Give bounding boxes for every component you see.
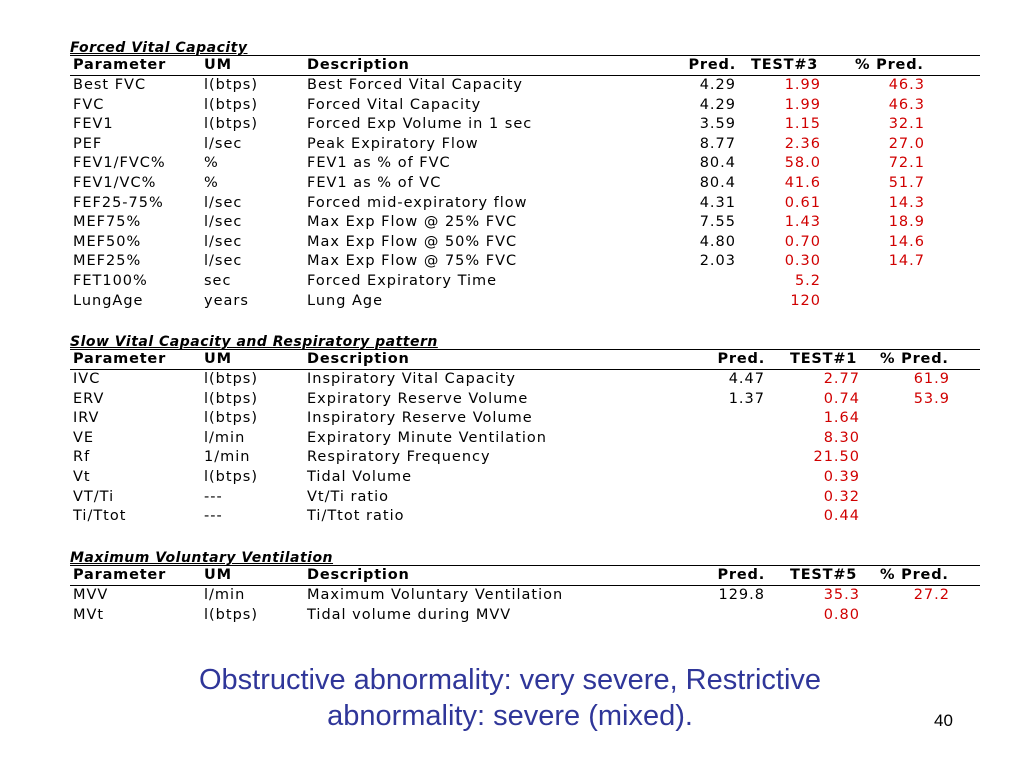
cell-pct-pred: 14.3 — [888, 194, 925, 211]
header-pred: Pred. — [717, 351, 765, 367]
cell-description: Expiratory Reserve Volume — [307, 390, 529, 407]
table-row — [70, 430, 980, 450]
cell-test: 0.39 — [823, 469, 860, 485]
cell-parameter: MEF75% — [73, 214, 142, 231]
cell-description: Forced Expiratory Time — [307, 273, 498, 289]
cell-test: 8.30 — [823, 429, 860, 446]
header-um: UM — [204, 567, 232, 583]
cell-parameter: MEF25% — [73, 253, 142, 270]
table-row — [70, 136, 980, 156]
table-header-row — [70, 351, 980, 371]
cell-pct-pred: 14.6 — [888, 233, 925, 250]
cell-test: 1.43 — [784, 214, 821, 231]
table-row — [70, 214, 980, 234]
table-row — [70, 508, 980, 528]
table-row — [70, 273, 980, 293]
cell-description: Tidal volume during MVV — [307, 606, 512, 623]
header-divider — [70, 585, 980, 586]
cell-test: 0.80 — [823, 606, 860, 623]
header-parameter: Parameter — [73, 351, 167, 367]
table-row — [70, 77, 980, 97]
cell-description: Forced Vital Capacity — [307, 96, 482, 113]
cell-pct-pred: 46.3 — [888, 96, 925, 113]
cell-pct-pred: 53.9 — [913, 390, 950, 407]
cell-test: 1.99 — [784, 77, 821, 93]
cell-parameter: IVC — [73, 371, 101, 387]
cell-um: l/sec — [204, 253, 243, 270]
cell-um: l(btps) — [204, 390, 258, 407]
cell-description: Respiratory Frequency — [307, 449, 491, 466]
interpretation-text — [100, 662, 920, 734]
cell-description: Expiratory Minute Ventilation — [307, 429, 547, 446]
cell-test: 0.70 — [784, 233, 821, 250]
cell-description: Inspiratory Vital Capacity — [307, 371, 517, 387]
cell-pct-pred: 72.1 — [888, 155, 925, 172]
table-header-row — [70, 57, 980, 77]
cell-test: 41.6 — [784, 175, 821, 191]
cell-pct-pred: 51.7 — [888, 175, 925, 191]
cell-description: FEV1 as % of FVC — [307, 155, 451, 172]
cell-test: 1.15 — [784, 116, 821, 133]
table-row — [70, 253, 980, 273]
cell-description: Ti/Ttot ratio — [307, 508, 405, 525]
cell-pred: 80.4 — [699, 155, 736, 172]
cell-pct-pred: 32.1 — [888, 116, 925, 133]
cell-parameter: FEV1 — [73, 116, 114, 133]
cell-test: 21.50 — [813, 449, 860, 466]
cell-um: --- — [204, 488, 223, 505]
cell-description: Inspiratory Reserve Volume — [307, 410, 533, 427]
cell-description: Tidal Volume — [307, 469, 413, 485]
cell-pred: 80.4 — [699, 175, 736, 191]
cell-parameter: VE — [73, 429, 95, 446]
cell-test: 0.74 — [823, 390, 860, 407]
cell-um: l(btps) — [204, 606, 258, 623]
cell-parameter: MVV — [73, 587, 109, 603]
cell-um: l(btps) — [204, 410, 258, 427]
cell-um: l/min — [204, 587, 246, 603]
header-um: UM — [204, 57, 232, 73]
cell-pct-pred: 27.2 — [913, 587, 950, 603]
cell-test: 1.99 — [784, 96, 821, 113]
cell-um: l/min — [204, 429, 246, 446]
cell-test: 5.2 — [794, 273, 821, 289]
cell-pred: 8.77 — [699, 135, 736, 152]
cell-pred: 7.55 — [699, 214, 736, 231]
cell-test: 2.77 — [823, 371, 860, 387]
header-parameter: Parameter — [73, 57, 167, 73]
cell-parameter: FEV1/FVC% — [73, 155, 166, 172]
cell-um: 1/min — [204, 449, 251, 466]
cell-description: Peak Expiratory Flow — [307, 135, 479, 152]
section-title: Maximum Voluntary Ventilation — [70, 550, 334, 566]
cell-um: % — [204, 155, 219, 172]
table-row — [70, 116, 980, 136]
interpretation-line-1: Obstructive abnormality: very severe, Restrictive — [198, 664, 822, 696]
cell-pct-pred: 46.3 — [888, 77, 925, 93]
cell-pct-pred: 14.7 — [888, 253, 925, 270]
section-divider — [70, 565, 980, 566]
cell-pred: 4.80 — [699, 233, 736, 250]
table-row — [70, 607, 980, 627]
table-row — [70, 371, 980, 391]
cell-test: 0.61 — [784, 194, 821, 211]
cell-parameter: FEV1/VC% — [73, 175, 157, 191]
cell-test: 58.0 — [784, 155, 821, 172]
cell-parameter: ERV — [73, 390, 105, 407]
cell-pred: 2.03 — [699, 253, 736, 270]
table-row — [70, 155, 980, 175]
section-divider — [70, 349, 980, 350]
table-row — [70, 410, 980, 430]
header-description: Description — [307, 351, 410, 367]
cell-um: l(btps) — [204, 116, 258, 133]
header-parameter: Parameter — [73, 567, 167, 583]
cell-pred: 4.47 — [728, 371, 765, 387]
cell-pct-pred: 27.0 — [888, 135, 925, 152]
cell-test: 0.44 — [823, 508, 860, 525]
cell-parameter: Best FVC — [73, 77, 147, 93]
cell-parameter: MVt — [73, 606, 105, 623]
cell-test: 120 — [790, 292, 821, 309]
cell-um: --- — [204, 508, 223, 525]
header-divider — [70, 75, 980, 76]
cell-parameter: IRV — [73, 410, 100, 427]
cell-parameter: FEF25-75% — [73, 194, 164, 211]
cell-um: % — [204, 175, 219, 191]
cell-um: l(btps) — [204, 469, 258, 485]
cell-parameter: FVC — [73, 96, 105, 113]
table-row — [70, 97, 980, 117]
cell-um: l(btps) — [204, 96, 258, 113]
cell-pred: 129.8 — [718, 587, 765, 603]
cell-description: Vt/Ti ratio — [307, 488, 389, 505]
table-row — [70, 391, 980, 411]
table-row — [70, 469, 980, 489]
cell-parameter: VT/Ti — [73, 488, 115, 505]
header-test: TEST#3 — [751, 57, 819, 73]
table-row — [70, 293, 980, 313]
cell-description: Max Exp Flow @ 75% FVC — [307, 253, 518, 270]
table-row — [70, 195, 980, 215]
header-divider — [70, 369, 980, 370]
cell-um: l/sec — [204, 214, 243, 231]
header-description: Description — [307, 57, 410, 73]
cell-parameter: Rf — [73, 449, 91, 466]
cell-parameter: Ti/Ttot — [73, 508, 127, 525]
table-row — [70, 449, 980, 469]
cell-test: 2.36 — [784, 135, 821, 152]
cell-pred: 4.29 — [699, 96, 736, 113]
cell-test: 0.30 — [784, 253, 821, 270]
cell-pred: 4.29 — [699, 77, 736, 93]
table-row — [70, 234, 980, 254]
cell-parameter: LungAge — [73, 292, 144, 309]
header-test: TEST#5 — [790, 567, 858, 583]
section-divider — [70, 55, 980, 56]
interpretation-line-2: abnormality: severe (mixed). — [327, 700, 693, 732]
cell-um: l/sec — [204, 233, 243, 250]
header-pct-pred: % Pred. — [880, 351, 949, 367]
header-pred: Pred. — [717, 567, 765, 583]
cell-pred: 4.31 — [699, 194, 736, 211]
cell-parameter: Vt — [73, 469, 91, 485]
section-title: Slow Vital Capacity and Respiratory pattern — [70, 334, 438, 350]
cell-test: 35.3 — [823, 587, 860, 603]
cell-description: Maximum Voluntary Ventilation — [307, 587, 564, 603]
cell-parameter: MEF50% — [73, 233, 142, 250]
table-row — [70, 587, 980, 607]
cell-um: years — [204, 292, 249, 309]
cell-um: l(btps) — [204, 371, 258, 387]
cell-description: FEV1 as % of VC — [307, 175, 442, 191]
cell-description: Lung Age — [307, 292, 384, 309]
table-row — [70, 175, 980, 195]
cell-pred: 3.59 — [699, 116, 736, 133]
header-pct-pred: % Pred. — [855, 57, 924, 73]
cell-um: l(btps) — [204, 77, 258, 93]
cell-description: Best Forced Vital Capacity — [307, 77, 523, 93]
cell-test: 1.64 — [823, 410, 860, 427]
header-description: Description — [307, 567, 410, 583]
section-title: Forced Vital Capacity — [70, 40, 248, 56]
cell-um: l/sec — [204, 194, 243, 211]
cell-um: l/sec — [204, 135, 243, 152]
cell-parameter: FET100% — [73, 273, 148, 289]
cell-description: Max Exp Flow @ 25% FVC — [307, 214, 518, 231]
table-row — [70, 489, 980, 509]
cell-parameter: PEF — [73, 135, 103, 152]
header-pred: Pred. — [688, 57, 736, 73]
cell-description: Forced Exp Volume in 1 sec — [307, 116, 533, 133]
cell-description: Max Exp Flow @ 50% FVC — [307, 233, 518, 250]
cell-pct-pred: 61.9 — [913, 371, 950, 387]
page-number: 40 — [934, 711, 953, 730]
header-pct-pred: % Pred. — [880, 567, 949, 583]
cell-um: sec — [204, 273, 232, 289]
cell-pct-pred: 18.9 — [888, 214, 925, 231]
cell-pred: 1.37 — [728, 390, 765, 407]
header-um: UM — [204, 351, 232, 367]
cell-test: 0.32 — [823, 488, 860, 505]
table-header-row — [70, 567, 980, 587]
header-test: TEST#1 — [790, 351, 858, 367]
cell-description: Forced mid-expiratory flow — [307, 194, 528, 211]
